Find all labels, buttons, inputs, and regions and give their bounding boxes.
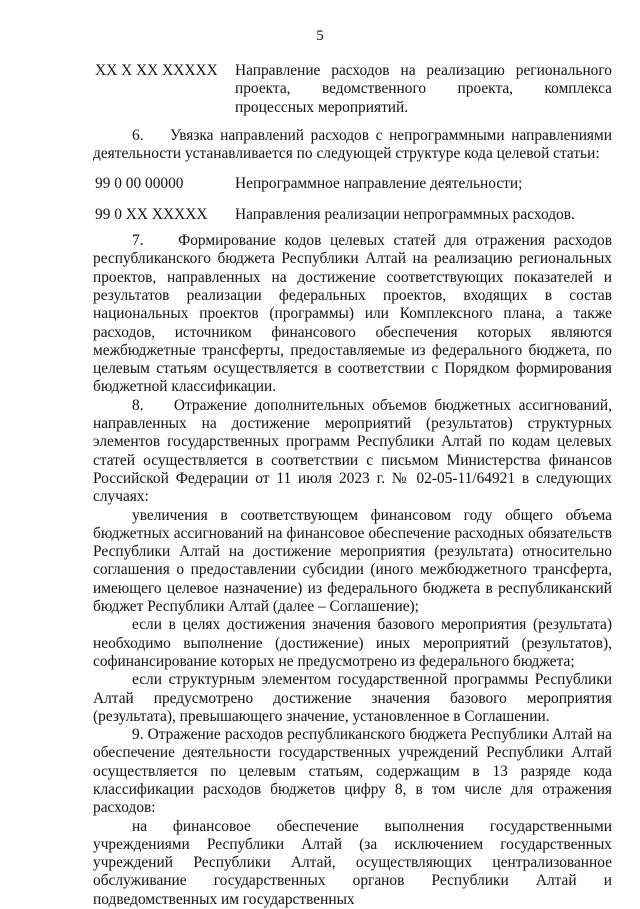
code-description: Непрограммное направление деятельности;	[235, 175, 523, 193]
paragraph-7: 7. Формирование кодов целевых статей для отражения расходов республиканского бюджета Республики Алтай на реализацию региональных проектов, направленных на достижение соответствующих показателей и результатов реализации федеральных проектов, входящих в состав национальных проектов (программы) или Комплексного плана, а также расходов, источником финансового обеспечения которых являются межбюджетные трансферты, предоставляемые из федерального бюджета, по целевым статьям осуществляется в соответствии с Порядком формирования бюджетной классификации.	[93, 232, 612, 396]
code-value: ХХ Х ХХ ХХХХХ	[95, 62, 218, 79]
paragraph-9: 9. Отражение расходов республиканского бюджета Республики Алтай на обеспечение деятельности государственных учреждений Республики Алтай осуществляется по целевым статьям, содержащим в 13 разряде кода классификации расходов бюджетов цифру 8, в том числе для отражения расходов:	[93, 726, 612, 817]
page-number: 5	[316, 28, 324, 44]
paragraph-8: 8. Отражение дополнительных объемов бюджетных ассигнований, направленных на достижение мероприятий (результатов) структурных элементов государственных программ Республики Алтай по кодам целевых статей осуществляется в соответствии с письмом Министерства финансов Российской Федерации от 11 июля 2023 г. № 02-05-11/64921 в следующих случаях:	[93, 396, 612, 506]
code-row-nonprogram	[93, 175, 612, 193]
code-row-regional	[93, 62, 612, 117]
code-description: Направления реализации непрограммных расходов.	[235, 205, 575, 223]
code-value: 99 0 00 00000	[95, 175, 184, 193]
code-row-nonprogram-directions	[93, 206, 612, 224]
paragraph-8-case-2: если в целях достижения значения базового мероприятия (результата) необходимо выполнение (достижение) иных мероприятий (результатов), софинансирование которых не предусмотрено из федерального бюджета;	[93, 616, 612, 670]
paragraph-6: 6. Увязка направлений расходов с непрограммными направлениями деятельности устанавливается по следующей структуре кода целевой статьи:	[93, 126, 612, 163]
paragraph-9-item-1: на финансовое обеспечение выполнения государственными учреждениями Республики Алтай (за исключением государственных учреждений Республики Алтай, осуществляющих централизованное обслуживание государственных органов Республики Алтай и подведомственных им государственных	[93, 817, 612, 908]
paragraph-8-case-3: если структурным элементом государственной программы Республики Алтай предусмотрено достижение значения базового мероприятия (результата), превышающего значение, установленное в Соглашении.	[93, 671, 612, 725]
code-description: Направление расходов на реализацию регионального проекта, ведомственного проекта, комплекса процессных мероприятий.	[235, 62, 612, 116]
document-body	[93, 62, 612, 909]
paragraph-8-case-1: увеличения в соответствующем финансовом году общего объема бюджетных ассигнований на финансовое обеспечение расходных обязательств Республики Алтай на достижение мероприятия (результата) относительно соглашения о предоставлении субсидии (иного межбюджетного трансферта, имеющего целевое назначение) из федерального бюджета в республиканский бюджет Республики Алтай (далее – Соглашение);	[93, 506, 612, 616]
code-value: 99 0 ХХ ХХХХХ	[95, 205, 208, 223]
